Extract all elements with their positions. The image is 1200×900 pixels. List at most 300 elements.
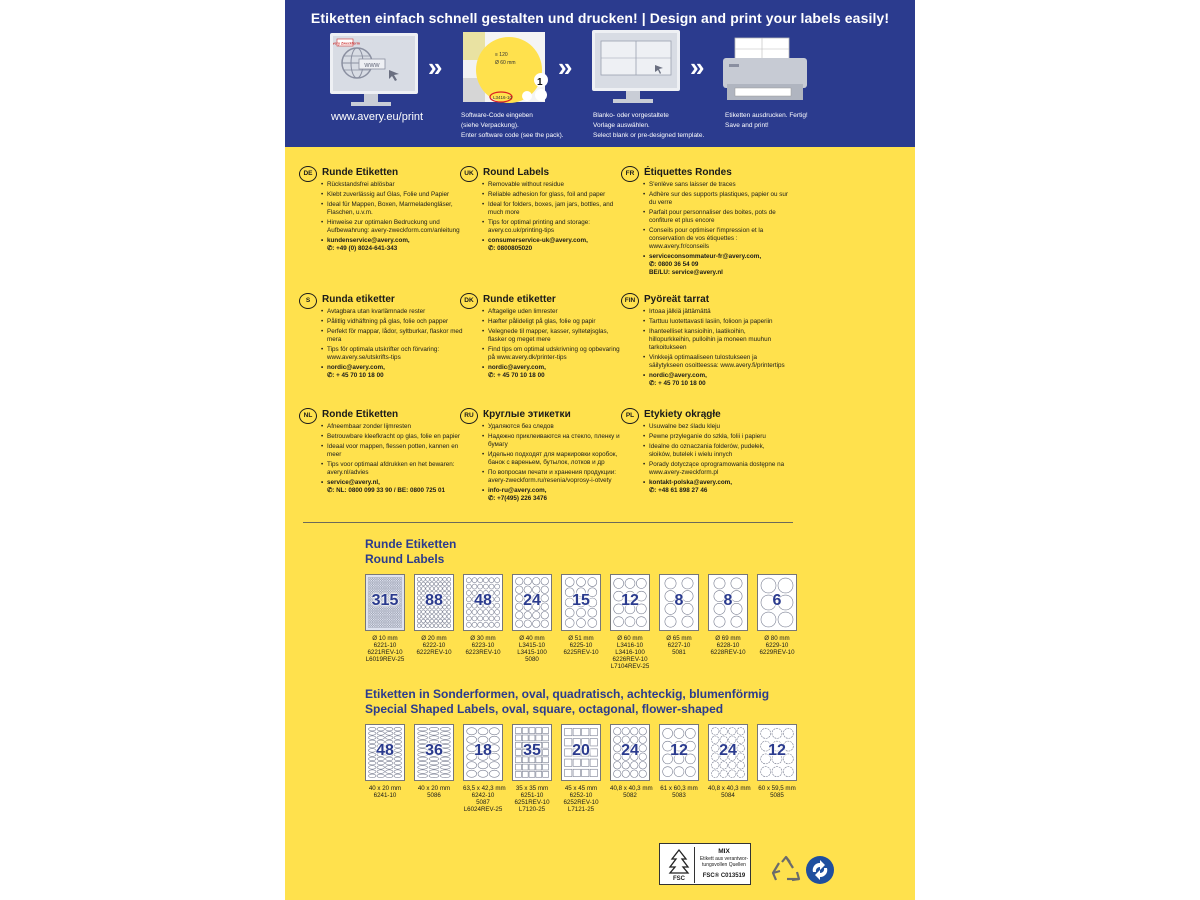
label-shape <box>395 626 397 628</box>
label-shape <box>384 621 386 623</box>
caption-line: 6225REV-10 <box>563 649 599 656</box>
label-shape <box>483 622 488 627</box>
label-shape <box>375 614 377 616</box>
label-sheet-preview <box>708 724 748 781</box>
caption-line: 6222-10 <box>422 642 446 649</box>
label-shape <box>400 614 402 616</box>
label-shape <box>524 578 531 585</box>
label-sheet-preview <box>561 724 601 781</box>
label-sheet-preview <box>365 724 405 781</box>
label-shape <box>440 766 450 770</box>
label-shape <box>443 610 447 614</box>
label-shape <box>590 759 597 766</box>
label-shape <box>737 762 744 769</box>
label-shape <box>369 761 376 765</box>
caption-line: Ø 60 mm <box>617 635 643 642</box>
caption-line: 40,8 x 40,3 mm <box>610 785 653 792</box>
label-shape <box>430 615 434 619</box>
caption-line: 6226REV-10 <box>612 656 648 663</box>
step2-line: Enter software code (see the pack). <box>461 132 564 139</box>
label-shape <box>386 623 388 625</box>
brand-logo: Avery Zweckform <box>333 41 360 46</box>
special-section-title <box>365 687 769 717</box>
caption-line: Ø 69 mm <box>715 635 741 642</box>
label-shape <box>386 577 388 579</box>
section-divider <box>303 522 793 523</box>
label-shape <box>394 766 401 770</box>
label-caption <box>610 635 650 670</box>
caption-line: 5081 <box>672 649 686 656</box>
label-shape <box>373 585 375 587</box>
fsc-badge <box>659 843 751 885</box>
label-shape <box>400 619 402 621</box>
label-shape <box>524 620 531 627</box>
label-shape <box>434 587 438 591</box>
label-shape <box>379 577 381 579</box>
label-shape <box>377 736 384 740</box>
fsc-mix-label: MIX <box>718 848 730 855</box>
caption-line: L3416-100 <box>615 649 645 656</box>
label-tile <box>757 574 797 656</box>
label-shape <box>375 626 377 628</box>
caption-line: 45 x 45 mm <box>564 785 598 792</box>
label-shape <box>369 774 376 778</box>
label-shape <box>384 580 386 582</box>
lang-bullet: • Ideal für Mappen, Boxen, Marmeladengläser, Flaschen, u.v.m. <box>321 201 466 217</box>
caption-line: L7104REV-25 <box>610 663 650 670</box>
label-shape <box>394 736 401 740</box>
label-shape <box>714 578 725 589</box>
lang-code-badge: RU <box>460 408 478 424</box>
label-tile <box>463 724 506 813</box>
lang-bullet: • Adhère sur des supports plastiques, papier ou sur du verre <box>643 191 788 207</box>
label-shape <box>495 622 500 627</box>
label-shape <box>447 624 451 628</box>
label-shape <box>573 728 580 735</box>
lang-contact <box>643 253 788 277</box>
label-shape <box>426 587 430 591</box>
label-shape <box>422 610 426 614</box>
label-caption <box>610 785 653 799</box>
contact-email: service@avery.nl, <box>327 479 380 486</box>
label-shape <box>478 584 483 589</box>
lang-title: Круглые этикетки <box>483 409 571 420</box>
round-title-de: Runde Etiketten <box>365 537 457 551</box>
label-shape <box>489 584 494 589</box>
lang-contact <box>643 479 788 495</box>
label-shape <box>393 619 395 621</box>
label-shape <box>391 616 393 618</box>
label-shape <box>573 759 580 766</box>
caption-line: 5082 <box>623 792 637 799</box>
lang-code-badge: PL <box>621 408 639 424</box>
label-shape <box>379 580 381 582</box>
caption-line: L3415-10 <box>518 642 546 649</box>
label-shape <box>395 585 397 587</box>
label-shape <box>389 623 391 625</box>
label-shape <box>373 619 375 621</box>
label-shape <box>386 732 393 736</box>
label-shape <box>391 587 393 589</box>
label-count: 8 <box>723 592 733 609</box>
label-shape <box>434 615 438 619</box>
caption-line: 6221REV-10 <box>367 649 403 656</box>
caption-line: 6251-10 <box>520 792 544 799</box>
lang-bullet: • Vinkkejä optimaaliseen tulostukseen ja säilytykseen osoitteessa: www.avery.fi/printertips <box>643 354 788 370</box>
label-caption <box>708 635 748 656</box>
fsc-tree-icon <box>664 847 695 883</box>
label-count: 6 <box>772 592 782 609</box>
lang-title: Pyöreät tarrat <box>644 294 710 305</box>
label-shape <box>543 728 549 734</box>
label-shape <box>382 614 384 616</box>
label-shape <box>400 577 402 579</box>
label-shape <box>368 614 370 616</box>
step2-caption <box>461 111 564 141</box>
label-shape <box>391 577 393 579</box>
label-sheet-preview <box>757 574 797 631</box>
label-sheet-preview <box>463 574 503 631</box>
label-shape <box>375 611 377 613</box>
label-count: 20 <box>572 742 590 759</box>
label-caption <box>414 785 454 799</box>
label-shape <box>529 764 535 770</box>
label-shape <box>370 621 372 623</box>
label-shape <box>426 582 430 586</box>
label-shape <box>429 761 439 765</box>
label-sheet-preview <box>365 574 405 631</box>
caption-line: 6221-10 <box>373 642 397 649</box>
label-shape <box>375 585 377 587</box>
screen-www-label: www <box>364 62 380 69</box>
label-shape <box>393 585 395 587</box>
label-shape <box>386 766 393 770</box>
lang-bullet: • Ihanteelliset kansioihin, laatikoihin, hillopurkkeihin, pulloihin ja moneen muuhun tarkoitukseen <box>643 328 788 352</box>
label-shape <box>368 580 370 582</box>
lang-code-badge: FR <box>621 166 639 182</box>
label-shape <box>515 771 521 777</box>
label-shape <box>375 619 377 621</box>
label-shape <box>533 578 540 585</box>
lang-bullet-list <box>482 308 627 382</box>
label-shape <box>375 623 377 625</box>
label-tile <box>610 724 653 799</box>
label-shape <box>370 580 372 582</box>
label-shape <box>370 611 372 613</box>
label-shape <box>386 621 388 623</box>
caption-line: 40 x 20 mm <box>368 785 402 792</box>
caption-line: L6024REV-25 <box>463 806 503 813</box>
label-caption <box>512 635 552 663</box>
label-shape <box>382 587 384 589</box>
label-shape <box>384 619 386 621</box>
caption-line: 5086 <box>427 792 441 799</box>
label-shape <box>386 587 388 589</box>
label-shape <box>466 578 471 583</box>
label-shape <box>398 587 400 589</box>
label-shape <box>379 614 381 616</box>
lang-bullet: • Tips för optimala utskrifter och förvaring: www.avery.se/utskrifts-tips <box>321 346 466 362</box>
label-shape <box>590 769 597 776</box>
label-shape <box>375 582 377 584</box>
caption-line: 5084 <box>721 792 735 799</box>
label-shape <box>467 770 477 777</box>
lang-title: Round Labels <box>483 167 550 178</box>
label-sheet-preview <box>610 574 650 631</box>
lang-bullet: • Tarttuu luotettavasti lasiin, folioon ja paperiin <box>643 318 788 326</box>
lang-bullet: • Удаляются без следов <box>482 423 627 431</box>
printer-icon <box>721 36 811 104</box>
pack-text-3: 1 <box>537 77 543 88</box>
caption-line: L6019REV-25 <box>365 656 405 663</box>
label-shape <box>522 728 528 734</box>
label-shape <box>639 770 646 777</box>
lang-bullet: • Usuwalne bez śladu kleju <box>643 423 788 431</box>
label-shape <box>389 619 391 621</box>
contact-phone: ✆: + 45 70 10 18 00 <box>649 380 706 387</box>
caption-line: 6223REV-10 <box>465 649 501 656</box>
label-shape <box>379 619 381 621</box>
label-shape <box>393 580 395 582</box>
label-shape <box>382 582 384 584</box>
special-title-de: Etiketten in Sonderformen, oval, quadratisch, achteckig, blumenförmig <box>365 687 770 701</box>
label-shape <box>467 728 477 735</box>
label-shape <box>472 622 477 627</box>
contact-phone: ✆: 0800 36 54 09 <box>649 261 699 268</box>
label-tile <box>659 724 699 799</box>
label-shape <box>369 736 376 740</box>
label-shape <box>370 614 372 616</box>
label-shape <box>422 587 426 591</box>
label-shape <box>466 584 471 589</box>
step2-line: (siehe Verpackung). <box>461 122 519 129</box>
contact-email: info-ru@avery.com, <box>488 487 547 494</box>
label-tile <box>561 574 601 656</box>
label-shape <box>398 621 400 623</box>
label-tile <box>414 724 454 799</box>
label-sheet-preview <box>757 724 797 781</box>
label-shape <box>478 728 488 735</box>
label-shape <box>489 578 494 583</box>
lang-bullet-list <box>482 423 627 505</box>
label-shape <box>614 762 621 769</box>
caption-line: Ø 40 mm <box>519 635 545 642</box>
label-caption <box>414 635 454 656</box>
contact-phone: ✆: +49 (0) 8024-641-343 <box>327 245 398 252</box>
label-caption <box>659 635 699 656</box>
contact-phone: ✆: +7(495) 226 3476 <box>488 495 548 502</box>
caption-line: L3415-100 <box>517 649 547 656</box>
caption-line: 6227-10 <box>667 642 691 649</box>
label-shape <box>382 577 384 579</box>
lang-title: Runda etiketter <box>322 294 395 305</box>
label-shape <box>478 762 488 769</box>
chevron-1-icon: » <box>428 52 443 82</box>
label-shape <box>393 587 395 589</box>
label-shape <box>391 585 393 587</box>
label-shape <box>398 619 400 621</box>
label-shape <box>729 770 736 777</box>
monitor-icon <box>330 33 418 94</box>
lang-bullet: • Tips for optimal printing and storage: avery.co.uk/printing-tips <box>482 219 627 235</box>
label-shape <box>636 578 646 588</box>
label-shape <box>439 587 443 591</box>
caption-line: 5080 <box>525 656 539 663</box>
lang-contact <box>482 364 627 380</box>
label-tile <box>708 724 751 799</box>
label-shape <box>373 587 375 589</box>
label-shape <box>439 610 443 614</box>
label-shape <box>429 736 439 740</box>
label-shape <box>389 616 391 618</box>
label-shape <box>729 762 736 769</box>
label-shape <box>384 611 386 613</box>
label-shape <box>685 767 695 777</box>
label-shape <box>447 577 451 581</box>
label-shape <box>389 621 391 623</box>
label-shape <box>368 585 370 587</box>
label-shape <box>761 578 776 593</box>
label-shape <box>489 770 499 777</box>
label-shape <box>489 728 499 735</box>
label-shape <box>417 582 421 586</box>
label-shape <box>440 770 450 774</box>
caption-line: Ø 20 mm <box>421 635 447 642</box>
label-shape <box>466 610 471 615</box>
label-shape <box>529 771 535 777</box>
label-shape <box>515 735 521 741</box>
label-shape <box>472 610 477 615</box>
caption-line: 6251REV-10 <box>514 799 550 806</box>
label-shape <box>447 619 451 623</box>
lang-bullet: • Betrouwbare kleefkracht op glas, folie en papier <box>321 433 466 441</box>
label-caption <box>365 785 405 799</box>
lang-bullet-list <box>321 423 466 497</box>
lang-bullet: • Find tips om optimal udskrivning og opbevaring på www.avery.dk/printer-tips <box>482 346 627 362</box>
label-shape <box>368 626 370 628</box>
label-shape <box>382 619 384 621</box>
label-shape <box>516 578 523 585</box>
label-shape <box>440 727 450 731</box>
label-shape <box>430 577 434 581</box>
label-shape <box>543 764 549 770</box>
label-shape <box>577 618 586 627</box>
label-shape <box>631 728 638 735</box>
label-shape <box>398 611 400 613</box>
label-shape <box>472 616 477 621</box>
label-shape <box>478 578 483 583</box>
label-shape <box>495 610 500 615</box>
label-shape <box>663 767 673 777</box>
label-count: 12 <box>621 592 639 609</box>
label-shape <box>418 727 428 731</box>
caption-line: 5083 <box>672 792 686 799</box>
label-shape <box>391 614 393 616</box>
label-shape <box>395 611 397 613</box>
label-shape <box>447 582 451 586</box>
label-shape <box>417 587 421 591</box>
label-shape <box>368 611 370 613</box>
label-shape <box>400 587 402 589</box>
label-shape <box>682 578 693 589</box>
label-shape <box>370 587 372 589</box>
label-shape <box>377 774 384 778</box>
lang-title: Étiquettes Rondes <box>644 167 732 178</box>
label-shape <box>377 582 379 584</box>
label-shape <box>384 587 386 589</box>
label-shape <box>382 621 384 623</box>
label-shape <box>382 611 384 613</box>
label-shape <box>565 728 572 735</box>
label-shape <box>384 623 386 625</box>
label-shape <box>369 732 376 736</box>
label-shape <box>369 727 376 731</box>
label-caption <box>708 785 751 799</box>
label-shape <box>429 732 439 736</box>
label-sheet-preview <box>512 574 552 631</box>
label-shape <box>386 736 393 740</box>
label-shape <box>639 728 646 735</box>
label-shape <box>395 580 397 582</box>
label-shape <box>472 584 477 589</box>
label-shape <box>543 735 549 741</box>
lang-code-badge: FIN <box>621 293 639 309</box>
label-shape <box>393 611 395 613</box>
label-shape <box>440 761 450 765</box>
label-shape <box>379 582 381 584</box>
label-sheet-packaging <box>285 0 915 900</box>
step3-line: Blanko- oder vorgestaltete <box>593 112 669 119</box>
lang-bullet: • Aftagelige uden limrester <box>482 308 627 316</box>
label-shape <box>439 577 443 581</box>
label-shape <box>389 611 391 613</box>
label-shape <box>536 735 542 741</box>
label-shape <box>373 582 375 584</box>
label-caption <box>365 635 405 663</box>
step4-line: Etiketten ausdrucken. Fertig! <box>725 112 808 119</box>
label-shape <box>622 770 629 777</box>
label-shape <box>373 616 375 618</box>
label-shape <box>370 582 372 584</box>
label-shape <box>483 616 488 621</box>
label-shape <box>394 732 401 736</box>
label-shape <box>373 611 375 613</box>
label-shape <box>440 732 450 736</box>
label-shape <box>714 616 725 627</box>
label-shape <box>573 769 580 776</box>
label-shape <box>377 616 379 618</box>
label-tile <box>708 574 748 656</box>
label-shape <box>395 587 397 589</box>
label-shape <box>368 582 370 584</box>
caption-line: Ø 51 mm <box>568 635 594 642</box>
lang-bullet: • Velegnede til mapper, kasser, syltetøjsglas, flasker og meget mere <box>482 328 627 344</box>
label-shape <box>400 626 402 628</box>
label-count: 36 <box>425 742 443 759</box>
label-shape <box>665 578 676 589</box>
label-shape <box>377 619 379 621</box>
lang-bullet: • Conseils pour optimiser l'impression et la conservation de vos étiquettes : www.avery.fr/conseils <box>643 227 788 251</box>
caption-line: L7120-25 <box>518 806 546 813</box>
label-shape <box>443 577 447 581</box>
lang-bullet: • Reliable adhesion for glass, foil and paper <box>482 191 627 199</box>
caption-line: 6222REV-10 <box>416 649 452 656</box>
label-shape <box>772 767 782 777</box>
caption-line: 63,5 x 42,3 mm <box>463 785 506 792</box>
label-shape <box>495 584 500 589</box>
label-shape <box>369 766 376 770</box>
caption-line: 6225-10 <box>569 642 593 649</box>
